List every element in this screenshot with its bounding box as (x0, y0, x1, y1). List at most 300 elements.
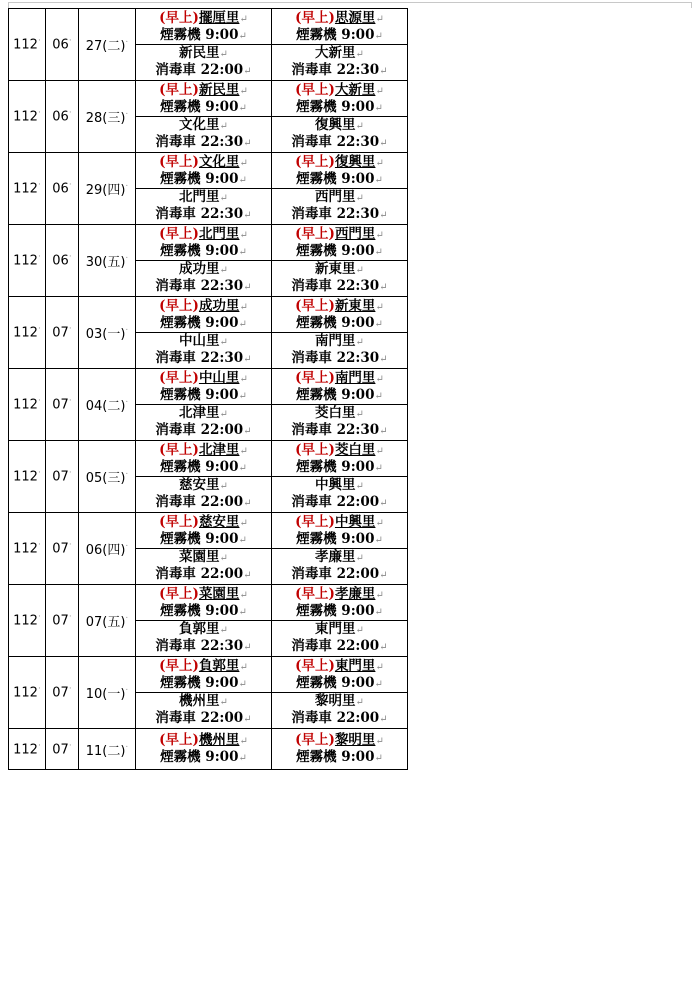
zone-1-cell (136, 513, 272, 585)
night-service-line (272, 278, 407, 295)
paragraph-mark-icon: ↵ (238, 319, 247, 330)
night-service-line (272, 62, 407, 79)
year-value: 112 (13, 685, 38, 701)
day-value: 04(二) (85, 399, 126, 414)
day-cell (79, 153, 136, 225)
morning-service-text: 煙霧機 9:00 (296, 99, 375, 115)
year-cell (9, 297, 46, 369)
month-value: 07 (52, 397, 69, 413)
morning-village-line (136, 586, 271, 603)
morning-service-text: 煙霧機 9:00 (160, 27, 239, 43)
day-value: 11(二) (85, 743, 126, 759)
morning-village-line (272, 370, 407, 387)
month-cell (46, 729, 79, 770)
paragraph-mark-icon: · (125, 37, 129, 48)
month-value: 07 (52, 613, 69, 629)
morning-village-name: 中山里 (198, 370, 240, 386)
paragraph-mark-icon: ↵ (238, 175, 247, 186)
morning-tag: (早上) (295, 586, 335, 602)
morning-tag: (早上) (295, 154, 335, 170)
paragraph-mark-icon: ↵ (375, 86, 384, 97)
month-cell (46, 585, 79, 657)
year-cell (9, 441, 46, 513)
day-cell (79, 297, 136, 369)
night-service-line (272, 494, 407, 511)
day-cell (79, 585, 136, 657)
paragraph-mark-icon: ↵ (375, 14, 384, 25)
paragraph-mark-icon: ↵ (219, 481, 228, 492)
morning-village-line (136, 298, 271, 315)
morning-tag: (早上) (159, 154, 199, 170)
paragraph-mark-icon: ↵ (374, 391, 383, 402)
paragraph-mark-icon: ↵ (355, 697, 364, 708)
year-cell (9, 513, 46, 585)
zone-2-cell (272, 729, 408, 770)
night-service-text: 消毒車 22:00 (291, 494, 380, 510)
morning-village-name: 文化里 (198, 154, 240, 170)
morning-village-line (136, 226, 271, 243)
night-village-name: 新東里 (315, 261, 356, 277)
morning-village-name: 思源里 (334, 10, 376, 26)
paragraph-mark-icon: ↵ (238, 31, 247, 42)
morning-village-name: 中興里 (334, 514, 376, 530)
zone-1-cell (136, 297, 272, 369)
paragraph-mark-icon: · (68, 108, 72, 119)
night-service-text: 消毒車 22:00 (291, 566, 380, 582)
paragraph-mark-icon: · (37, 252, 41, 263)
zone-1-cell (136, 9, 272, 81)
paragraph-mark-icon: ↵ (375, 518, 384, 529)
night-service-line (272, 134, 407, 151)
paragraph-mark-icon: · (125, 325, 129, 336)
morning-service-line (136, 99, 271, 116)
zone-1-cell (136, 585, 272, 657)
night-village-line (272, 405, 407, 422)
night-village-name: 機州里 (179, 693, 220, 709)
morning-service-line (136, 603, 271, 620)
month-cell (46, 225, 79, 297)
morning-village-name: 機州里 (198, 732, 240, 748)
morning-tag: (早上) (159, 10, 199, 26)
night-village-line (272, 117, 407, 134)
night-service-text: 消毒車 22:30 (291, 350, 380, 366)
night-service-text: 消毒車 22:30 (155, 206, 244, 222)
paragraph-mark-icon: ↵ (219, 193, 228, 204)
paragraph-mark-icon: · (37, 540, 41, 551)
day-value: 29(四) (85, 183, 126, 198)
day-cell (79, 657, 136, 729)
morning-service-text: 煙霧機 9:00 (160, 459, 239, 475)
zone-2-cell (272, 153, 408, 225)
paragraph-mark-icon: ↵ (355, 121, 364, 132)
paragraph-mark-icon: · (125, 541, 129, 552)
morning-service-text: 煙霧機 9:00 (296, 171, 375, 187)
day-cell (79, 81, 136, 153)
morning-village-name: 擺厘里 (198, 10, 240, 26)
month-value: 06 (52, 37, 69, 53)
paragraph-mark-icon: ↵ (374, 319, 383, 330)
paragraph-mark-icon: ↵ (239, 590, 248, 601)
night-service-line (136, 134, 271, 151)
morning-village-name: 北門里 (198, 226, 240, 242)
paragraph-mark-icon: ↵ (379, 210, 388, 221)
night-village-line (272, 693, 407, 710)
month-value: 07 (52, 469, 69, 485)
morning-service-text: 煙霧機 9:00 (296, 27, 375, 43)
zone-2-cell (272, 441, 408, 513)
morning-tag: (早上) (159, 586, 199, 602)
month-value: 06 (52, 181, 69, 197)
night-village-name: 文化里 (179, 117, 220, 133)
day-cell (79, 513, 136, 585)
paragraph-mark-icon: ↵ (374, 607, 383, 618)
night-service-line (272, 710, 407, 727)
morning-village-line (136, 514, 271, 531)
day-cell (79, 729, 136, 770)
morning-service-line (272, 531, 407, 548)
paragraph-mark-icon: ↵ (239, 14, 248, 25)
table-row (9, 225, 408, 297)
paragraph-mark-icon: · (37, 180, 41, 191)
morning-service-line (272, 243, 407, 260)
schedule-table (8, 8, 408, 770)
night-village-line (272, 549, 407, 566)
month-value: 06 (52, 253, 69, 269)
schedule-table-body (9, 9, 408, 770)
night-service-line (136, 350, 271, 367)
morning-tag: (早上) (295, 226, 335, 242)
night-village-line (136, 621, 271, 638)
morning-tag: (早上) (295, 658, 335, 674)
paragraph-mark-icon: ↵ (243, 642, 252, 653)
paragraph-mark-icon: ↵ (243, 210, 252, 221)
morning-village-line (136, 370, 271, 387)
paragraph-mark-icon: ↵ (355, 553, 364, 564)
zone-2-cell (272, 225, 408, 297)
morning-service-text: 煙霧機 9:00 (296, 387, 375, 403)
month-value: 07 (52, 685, 69, 701)
paragraph-mark-icon: · (68, 540, 72, 551)
paragraph-mark-icon: ↵ (239, 302, 248, 313)
paragraph-mark-icon: ↵ (243, 570, 252, 581)
day-value: 27(二) (85, 39, 126, 54)
night-service-line (272, 638, 407, 655)
paragraph-mark-icon: · (68, 36, 72, 47)
morning-service-line (136, 387, 271, 404)
night-service-text: 消毒車 22:00 (291, 638, 380, 654)
paragraph-mark-icon: ↵ (379, 66, 388, 77)
table-row (9, 369, 408, 441)
day-cell (79, 9, 136, 81)
night-service-line (272, 350, 407, 367)
morning-village-name: 慈安里 (198, 514, 240, 530)
year-cell (9, 153, 46, 225)
morning-village-line (272, 514, 407, 531)
paragraph-mark-icon: · (125, 742, 129, 753)
morning-service-text: 煙霧機 9:00 (160, 171, 239, 187)
paragraph-mark-icon: · (125, 613, 129, 624)
night-service-line (136, 710, 271, 727)
night-service-line (272, 206, 407, 223)
night-village-name: 茭白里 (315, 405, 356, 421)
paragraph-mark-icon: · (37, 468, 41, 479)
paragraph-mark-icon: ↵ (219, 121, 228, 132)
paragraph-mark-icon: ↵ (238, 679, 247, 690)
paragraph-mark-icon: ↵ (219, 697, 228, 708)
night-village-name: 北門里 (179, 189, 220, 205)
night-service-text: 消毒車 22:00 (291, 710, 380, 726)
year-value: 112 (13, 469, 38, 485)
month-value: 07 (52, 541, 69, 557)
night-village-name: 菜園里 (179, 549, 220, 565)
year-value: 112 (13, 37, 38, 53)
morning-village-line (272, 10, 407, 27)
paragraph-mark-icon: · (37, 36, 41, 47)
morning-service-line (272, 459, 407, 476)
zone-1-cell (136, 441, 272, 513)
zone-1-cell (136, 81, 272, 153)
night-village-line (136, 45, 271, 62)
table-row (9, 441, 408, 513)
paragraph-mark-icon: · (37, 684, 41, 695)
night-service-line (272, 422, 407, 439)
table-row (9, 513, 408, 585)
night-village-name: 負郭里 (179, 621, 220, 637)
paragraph-mark-icon: ↵ (238, 391, 247, 402)
morning-service-line (136, 675, 271, 692)
morning-tag: (早上) (295, 514, 335, 530)
paragraph-mark-icon: ↵ (238, 607, 247, 618)
night-service-line (136, 62, 271, 79)
year-value: 112 (13, 541, 38, 557)
morning-village-name: 新民里 (198, 82, 240, 98)
night-village-name: 大新里 (315, 45, 356, 61)
paragraph-mark-icon: ↵ (379, 498, 388, 509)
night-service-line (272, 566, 407, 583)
morning-service-text: 煙霧機 9:00 (296, 531, 375, 547)
morning-service-line (136, 27, 271, 44)
paragraph-mark-icon: · (68, 396, 72, 407)
night-service-line (136, 566, 271, 583)
zone-1-cell (136, 729, 272, 770)
paragraph-mark-icon: ↵ (355, 49, 364, 60)
paragraph-mark-icon: ↵ (379, 570, 388, 581)
day-cell (79, 441, 136, 513)
night-village-name: 新民里 (179, 45, 220, 61)
paragraph-mark-icon: · (125, 397, 129, 408)
paragraph-mark-icon: ↵ (375, 230, 384, 241)
day-value: 30(五) (85, 255, 126, 270)
morning-service-text: 煙霧機 9:00 (296, 675, 375, 691)
morning-village-name: 黎明里 (334, 732, 376, 748)
paragraph-mark-icon: ↵ (239, 662, 248, 673)
night-service-text: 消毒車 22:00 (155, 710, 244, 726)
night-village-line (136, 477, 271, 494)
morning-service-text: 煙霧機 9:00 (296, 749, 375, 765)
night-service-line (136, 278, 271, 295)
paragraph-mark-icon: ↵ (375, 736, 384, 747)
paragraph-mark-icon: · (125, 253, 129, 264)
morning-tag: (早上) (159, 226, 199, 242)
paragraph-mark-icon: ↵ (238, 753, 247, 764)
year-cell (9, 9, 46, 81)
night-service-text: 消毒車 22:00 (155, 566, 244, 582)
morning-village-line (272, 226, 407, 243)
paragraph-mark-icon: · (125, 109, 129, 120)
morning-village-line (136, 10, 271, 27)
paragraph-mark-icon: ↵ (379, 354, 388, 365)
night-service-text: 消毒車 22:00 (155, 422, 244, 438)
morning-service-line (272, 749, 407, 766)
month-cell (46, 297, 79, 369)
morning-village-name: 孝廉里 (334, 586, 376, 602)
morning-village-name: 南門里 (334, 370, 376, 386)
paragraph-mark-icon: · (68, 612, 72, 623)
night-service-text: 消毒車 22:00 (155, 62, 244, 78)
morning-service-line (136, 459, 271, 476)
year-value: 112 (13, 742, 38, 758)
month-cell (46, 657, 79, 729)
morning-service-line (136, 315, 271, 332)
paragraph-mark-icon: ↵ (243, 426, 252, 437)
paragraph-mark-icon: · (125, 181, 129, 192)
night-village-name: 中興里 (315, 477, 356, 493)
morning-service-text: 煙霧機 9:00 (160, 315, 239, 331)
paragraph-mark-icon: ↵ (243, 282, 252, 293)
morning-service-line (136, 531, 271, 548)
paragraph-mark-icon: ↵ (243, 66, 252, 77)
night-village-name: 復興里 (315, 117, 356, 133)
paragraph-mark-icon: ↵ (355, 265, 364, 276)
paragraph-mark-icon: ↵ (239, 230, 248, 241)
month-value: 07 (52, 742, 69, 758)
paragraph-mark-icon: · (125, 469, 129, 480)
morning-tag: (早上) (159, 658, 199, 674)
night-village-line (272, 477, 407, 494)
morning-service-text: 煙霧機 9:00 (296, 459, 375, 475)
paragraph-mark-icon: ↵ (243, 354, 252, 365)
night-village-line (136, 261, 271, 278)
paragraph-mark-icon: ↵ (375, 158, 384, 169)
day-value: 06(四) (85, 543, 126, 558)
paragraph-mark-icon: ↵ (374, 463, 383, 474)
paragraph-mark-icon: ↵ (375, 662, 384, 673)
morning-village-line (272, 658, 407, 675)
night-village-name: 南門里 (315, 333, 356, 349)
paragraph-mark-icon: ↵ (355, 337, 364, 348)
paragraph-mark-icon: ↵ (375, 302, 384, 313)
paragraph-mark-icon: ↵ (219, 337, 228, 348)
morning-service-line (272, 27, 407, 44)
paragraph-mark-icon: · (37, 740, 41, 751)
table-row (9, 729, 408, 770)
paragraph-mark-icon: ↵ (374, 535, 383, 546)
night-village-line (136, 117, 271, 134)
paragraph-mark-icon: · (37, 324, 41, 335)
night-village-name: 黎明里 (315, 693, 356, 709)
morning-tag: (早上) (159, 298, 199, 314)
morning-tag: (早上) (295, 10, 335, 26)
morning-service-text: 煙霧機 9:00 (160, 243, 239, 259)
paragraph-mark-icon: ↵ (355, 193, 364, 204)
morning-tag: (早上) (159, 442, 199, 458)
night-village-line (272, 189, 407, 206)
paragraph-mark-icon: ↵ (355, 481, 364, 492)
day-value: 10(一) (85, 687, 126, 702)
night-service-text: 消毒車 22:30 (155, 638, 244, 654)
year-value: 112 (13, 613, 38, 629)
table-row (9, 585, 408, 657)
paragraph-mark-icon: ↵ (219, 625, 228, 636)
night-village-line (272, 45, 407, 62)
morning-tag: (早上) (159, 370, 199, 386)
paragraph-mark-icon: · (68, 324, 72, 335)
morning-service-text: 煙霧機 9:00 (296, 315, 375, 331)
zone-2-cell (272, 297, 408, 369)
night-village-line (136, 189, 271, 206)
morning-service-text: 煙霧機 9:00 (296, 603, 375, 619)
table-row (9, 81, 408, 153)
paragraph-mark-icon: ↵ (355, 409, 364, 420)
paragraph-mark-icon: · (37, 396, 41, 407)
paragraph-mark-icon: · (37, 108, 41, 119)
morning-village-name: 東門里 (334, 658, 376, 674)
morning-service-text: 煙霧機 9:00 (160, 531, 239, 547)
morning-village-name: 負郭里 (198, 658, 240, 674)
zone-2-cell (272, 369, 408, 441)
paragraph-mark-icon: ↵ (239, 374, 248, 385)
night-village-line (272, 261, 407, 278)
morning-service-text: 煙霧機 9:00 (160, 99, 239, 115)
night-village-line (136, 405, 271, 422)
morning-tag: (早上) (159, 514, 199, 530)
paragraph-mark-icon: ↵ (239, 86, 248, 97)
day-value: 05(三) (85, 471, 126, 486)
paragraph-mark-icon: ↵ (219, 49, 228, 60)
table-row (9, 657, 408, 729)
morning-village-line (136, 82, 271, 99)
paragraph-mark-icon: ↵ (379, 642, 388, 653)
zone-1-cell (136, 153, 272, 225)
night-service-text: 消毒車 22:30 (291, 422, 380, 438)
year-cell (9, 369, 46, 441)
paragraph-mark-icon: ↵ (239, 518, 248, 529)
morning-service-text: 煙霧機 9:00 (160, 749, 239, 765)
year-value: 112 (13, 397, 38, 413)
day-value: 07(五) (85, 615, 126, 630)
night-service-text: 消毒車 22:30 (155, 278, 244, 294)
morning-village-line (136, 732, 271, 749)
year-value: 112 (13, 325, 38, 341)
morning-village-line (136, 154, 271, 171)
table-row (9, 153, 408, 225)
night-service-text: 消毒車 22:30 (291, 206, 380, 222)
paragraph-mark-icon: ↵ (374, 753, 383, 764)
year-value: 112 (13, 181, 38, 197)
day-value: 03(一) (85, 327, 126, 342)
year-cell (9, 81, 46, 153)
morning-service-text: 煙霧機 9:00 (160, 387, 239, 403)
paragraph-mark-icon: · (68, 468, 72, 479)
paragraph-mark-icon: ↵ (243, 138, 252, 149)
paragraph-mark-icon: ↵ (238, 535, 247, 546)
paragraph-mark-icon: ↵ (379, 426, 388, 437)
month-cell (46, 153, 79, 225)
month-value: 06 (52, 109, 69, 125)
night-service-line (136, 638, 271, 655)
paragraph-mark-icon: ↵ (243, 714, 252, 725)
paragraph-mark-icon: ↵ (379, 714, 388, 725)
